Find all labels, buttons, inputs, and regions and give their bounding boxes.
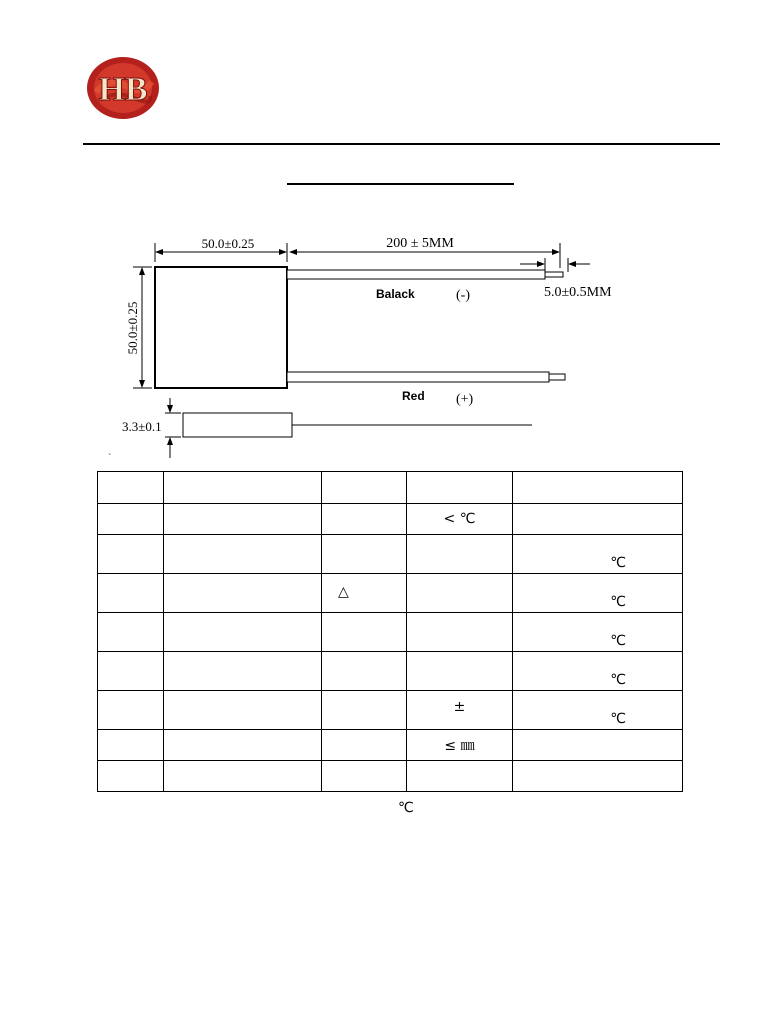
table-cell bbox=[322, 761, 407, 792]
table-cell bbox=[322, 535, 407, 574]
black-lead-wire bbox=[287, 270, 545, 279]
table-cell bbox=[513, 472, 683, 504]
table-cell bbox=[164, 730, 322, 761]
table-cell bbox=[164, 472, 322, 504]
stray-mark: ` bbox=[108, 453, 112, 464]
table-cell bbox=[98, 574, 164, 613]
table-cell bbox=[164, 613, 322, 652]
table-cell: < ℃ bbox=[407, 504, 513, 535]
table-cell bbox=[98, 691, 164, 730]
lead-length-dimension-label: 200 ± 5MM bbox=[386, 236, 454, 251]
red-lead-stripped-end bbox=[549, 374, 565, 380]
height-dimension-label: 50.0±0.25 bbox=[125, 301, 140, 355]
table-cell bbox=[322, 730, 407, 761]
table-cell bbox=[407, 652, 513, 691]
table-cell bbox=[407, 761, 513, 792]
table-cell bbox=[322, 691, 407, 730]
table-cell bbox=[98, 652, 164, 691]
module-dimension-drawing bbox=[0, 0, 768, 470]
table-row bbox=[98, 691, 683, 730]
red-lead-wire bbox=[287, 372, 549, 382]
table-cell: ℃ bbox=[513, 652, 683, 691]
table-row bbox=[98, 472, 683, 504]
table-cell bbox=[98, 761, 164, 792]
table-cell bbox=[98, 504, 164, 535]
black-lead-label: Balack bbox=[376, 287, 415, 301]
table-cell bbox=[513, 504, 683, 535]
table-cell bbox=[407, 613, 513, 652]
table-cell bbox=[98, 730, 164, 761]
table-cell: ℃ bbox=[513, 691, 683, 730]
table-cell bbox=[164, 535, 322, 574]
table-cell bbox=[513, 730, 683, 761]
table-cell bbox=[407, 535, 513, 574]
table-row bbox=[98, 613, 683, 652]
table-cell: ℃ bbox=[513, 535, 683, 574]
table-cell bbox=[407, 472, 513, 504]
table-cell bbox=[164, 691, 322, 730]
table-cell bbox=[98, 472, 164, 504]
table-cell bbox=[322, 504, 407, 535]
table-row bbox=[98, 761, 683, 792]
table-cell bbox=[164, 761, 322, 792]
red-lead-polarity: (+) bbox=[456, 392, 474, 407]
logo-text: HB bbox=[98, 71, 148, 108]
table-row bbox=[98, 730, 683, 761]
table-cell bbox=[322, 652, 407, 691]
table-row bbox=[98, 504, 683, 535]
table-cell bbox=[322, 613, 407, 652]
table-cell bbox=[164, 652, 322, 691]
table-cell bbox=[322, 472, 407, 504]
table-cell bbox=[164, 574, 322, 613]
table-row bbox=[98, 535, 683, 574]
table-cell bbox=[407, 574, 513, 613]
table-cell bbox=[98, 535, 164, 574]
table-cell bbox=[98, 613, 164, 652]
table-cell bbox=[164, 504, 322, 535]
table-cell: ℃ bbox=[513, 613, 683, 652]
thickness-dimension-label: 3.3±0.1 bbox=[122, 419, 162, 434]
table-cell: ± bbox=[407, 691, 513, 730]
footer-note: ℃ bbox=[398, 800, 414, 816]
black-lead-polarity: (-) bbox=[456, 288, 470, 303]
module-side-view bbox=[183, 413, 292, 437]
black-lead-stripped-end bbox=[545, 272, 563, 277]
red-lead-label: Red bbox=[402, 389, 425, 403]
table-cell: ℃ bbox=[513, 574, 683, 613]
table-cell bbox=[513, 761, 683, 792]
table-row bbox=[98, 652, 683, 691]
module-body bbox=[155, 267, 287, 388]
strip-length-dimension-label: 5.0±0.5MM bbox=[544, 285, 612, 300]
table-cell: ≤ ㎜ bbox=[407, 730, 513, 761]
table-row bbox=[98, 574, 683, 613]
table-cell: △ bbox=[322, 574, 407, 613]
specification-table bbox=[97, 471, 683, 792]
width-dimension-label: 50.0±0.25 bbox=[201, 236, 255, 251]
